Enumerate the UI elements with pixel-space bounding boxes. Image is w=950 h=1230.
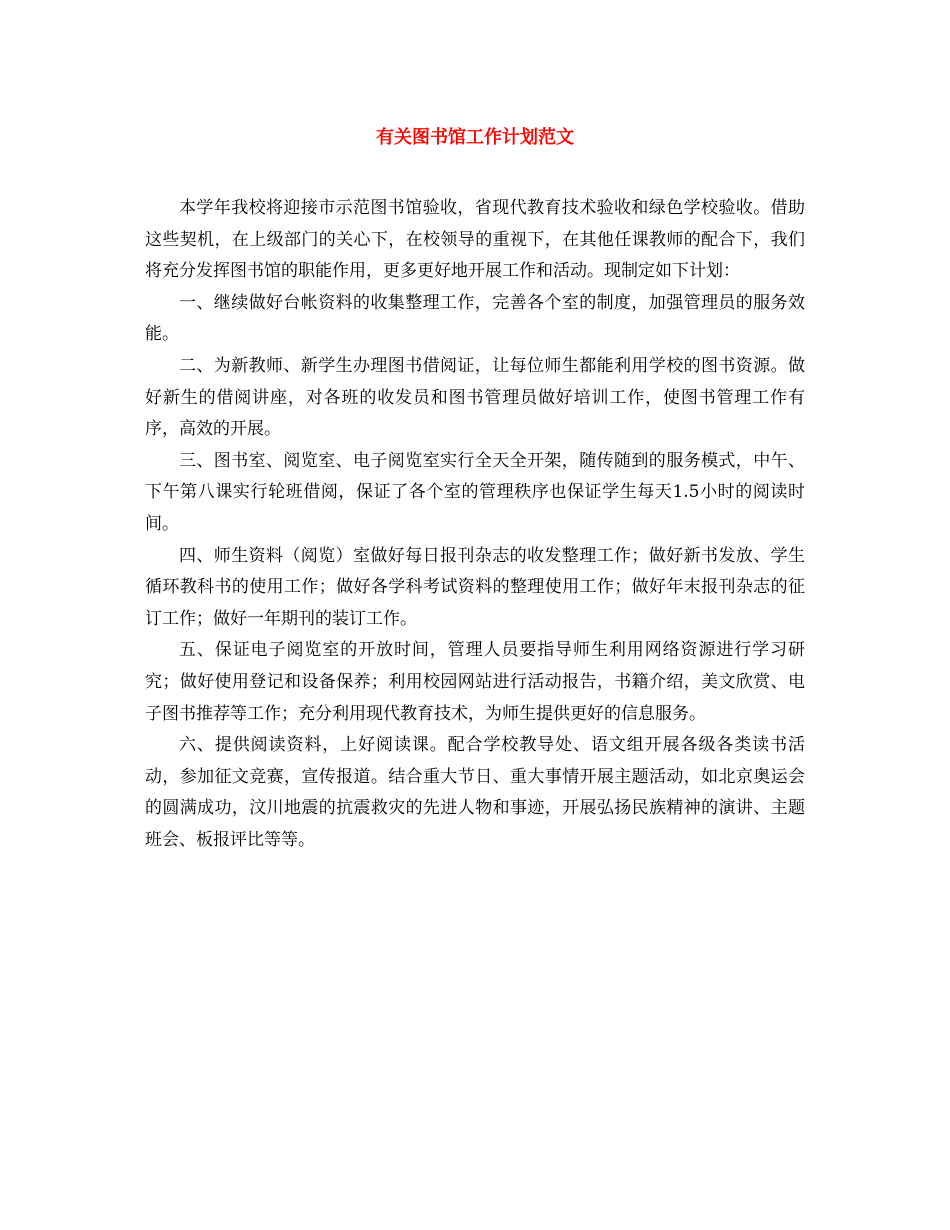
paragraph-item-6: 六、提供阅读资料，上好阅读课。配合学校教导处、语文组开展各级各类读书活动，参加征文竞赛，宣传报道。结合重大节日、重大事情开展主题活动，如北京奥运会的圆满成功，汶川地震的抗震救灾的先进人物和事迹，开展弘扬民族精神的演讲、主题班会、板报评比等等。 — [145, 735, 805, 850]
paragraph-item-1: 一、继续做好台帐资料的收集整理工作，完善各个室的制度，加强管理员的服务效能。 — [145, 292, 805, 345]
paragraph-intro: 本学年我校将迎接市示范图书馆验收，省现代教育技术验收和绿色学校验收。借助这些契机，在上级部门的关心下，在校领导的重视下，在其他任课教师的配合下，我们将充分发挥图书馆的职能作用，更多更好地开展工作和活动。现制定如下计划： — [145, 198, 805, 282]
paragraph-item-4: 四、师生资料（阅览）室做好每日报刊杂志的收发整理工作；做好新书发放、学生循环教科书的使用工作；做好各学科考试资料的整理使用工作；做好年末报刊杂志的征订工作；做好一年期刊的装订工作。 — [145, 545, 805, 629]
document-body — [145, 193, 805, 856]
paragraph-item-5: 五、保证电子阅览室的开放时间，管理人员要指导师生利用网络资源进行学习研究；做好使用登记和设备保养；利用校园网站进行活动报告，书籍介绍，美文欣赏、电子图书推荐等工作；充分利用现代教育技术，为师生提供更好的信息服务。 — [145, 640, 805, 724]
document-title: 有关图书馆工作计划范文 — [376, 127, 574, 148]
paragraph-item-3: 三、图书室、阅览室、电子阅览室实行全天全开架，随传随到的服务模式，中午、下午第八课实行轮班借阅，保证了各个室的管理秩序也保证学生每天1.5小时的阅读时间。 — [145, 450, 805, 534]
paragraph-item-2: 二、为新教师、新学生办理图书借阅证，让每位师生都能利用学校的图书资源。做好新生的借阅讲座，对各班的收发员和图书管理员做好培训工作，使图书管理工作有序，高效的开展。 — [145, 355, 805, 440]
